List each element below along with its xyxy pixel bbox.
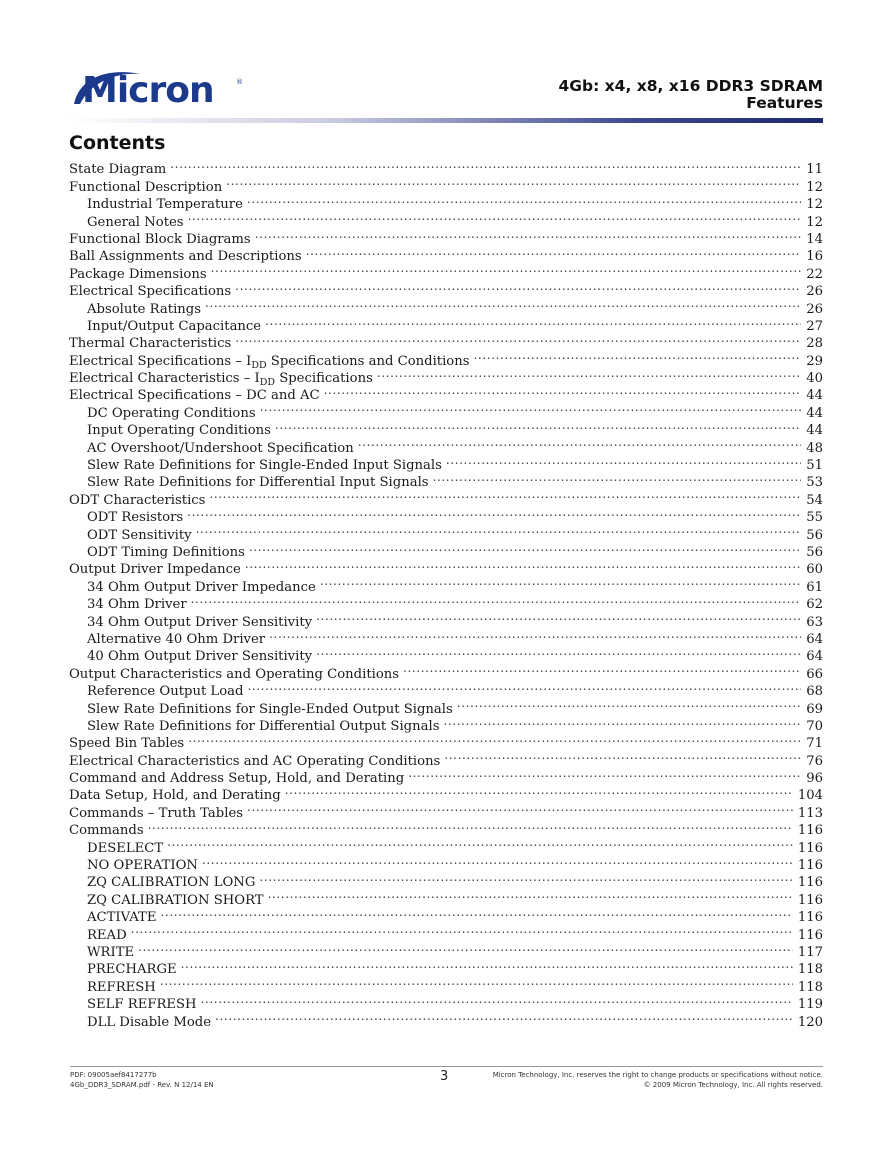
toc-entry-page: 62 bbox=[806, 597, 823, 613]
toc-dot-leader bbox=[324, 382, 802, 399]
toc-entry[interactable] bbox=[69, 834, 823, 856]
toc-entry-label: 40 Ohm Output Driver Sensitivity bbox=[87, 649, 313, 665]
toc-dot-leader bbox=[235, 330, 801, 347]
toc-dot-leader bbox=[245, 556, 801, 573]
toc-dot-leader bbox=[191, 591, 802, 608]
toc-entry-label: 34 Ohm Driver bbox=[87, 597, 187, 613]
toc-entry-page: 66 bbox=[806, 666, 823, 682]
toc-entry-page: 116 bbox=[797, 927, 823, 943]
footer-rule bbox=[70, 1066, 823, 1067]
toc-entry[interactable] bbox=[69, 156, 823, 178]
toc-entry-page: 116 bbox=[797, 910, 823, 926]
svg-text:Micron: Micron bbox=[82, 70, 214, 110]
toc-entry-label: Output Characteristics and Operating Conditions bbox=[69, 666, 400, 682]
toc-dot-leader bbox=[226, 173, 801, 190]
toc-entry-page: 71 bbox=[806, 736, 823, 752]
toc-dot-leader bbox=[474, 347, 802, 364]
header-rule bbox=[70, 118, 823, 123]
toc-entry-page: 29 bbox=[806, 353, 823, 369]
toc-dot-leader bbox=[259, 869, 792, 886]
toc-entry-label: Functional Description bbox=[69, 179, 223, 195]
toc-entry-page: 16 bbox=[806, 249, 823, 265]
toc-entry-label: Command and Address Setup, Hold, and Derating bbox=[69, 771, 405, 787]
toc-entry-label: Absolute Ratings bbox=[87, 301, 201, 317]
toc-entry-page: 12 bbox=[806, 214, 823, 230]
toc-entry-label: Speed Bin Tables bbox=[69, 736, 185, 752]
toc-entry-page: 116 bbox=[797, 892, 823, 908]
toc-dot-leader bbox=[138, 939, 793, 956]
toc-entry-label: Commands bbox=[69, 823, 144, 839]
toc-dot-leader bbox=[408, 765, 801, 782]
toc-entry-label: Input Operating Conditions bbox=[87, 423, 271, 439]
toc-dot-leader bbox=[265, 313, 801, 330]
toc-entry-label: AC Overshoot/Undershoot Specification bbox=[87, 440, 354, 456]
toc-entry-page: 22 bbox=[806, 266, 823, 282]
toc-entry-page: 118 bbox=[797, 979, 823, 995]
toc-dot-leader bbox=[316, 643, 801, 660]
toc-entry-page: 51 bbox=[806, 458, 823, 474]
toc-entry-label: Data Setup, Hold, and Derating bbox=[69, 788, 281, 804]
toc-dot-leader bbox=[148, 817, 793, 834]
toc-entry[interactable] bbox=[69, 904, 823, 926]
toc-entry-label: Package Dimensions bbox=[69, 266, 207, 282]
toc-entry-label: READ bbox=[87, 927, 127, 943]
toc-entry-label: ACTIVATE bbox=[87, 910, 157, 926]
toc-entry-label: DLL Disable Mode bbox=[87, 1014, 212, 1030]
toc-entry-page: 119 bbox=[797, 997, 823, 1013]
footer-right bbox=[493, 1071, 823, 1090]
toc-entry-page: 116 bbox=[797, 840, 823, 856]
toc-entry-label: Electrical Specifications bbox=[69, 284, 232, 300]
toc-entry-page: 76 bbox=[806, 753, 823, 769]
toc-dot-leader bbox=[188, 208, 802, 225]
toc-dot-leader bbox=[188, 730, 801, 747]
toc-entry-label: Alternative 40 Ohm Driver bbox=[87, 631, 266, 647]
doc-section: Features bbox=[746, 94, 823, 112]
toc-dot-leader bbox=[181, 956, 793, 973]
toc-entry-page: 56 bbox=[806, 544, 823, 560]
toc-dot-leader bbox=[170, 156, 801, 173]
toc-dot-leader bbox=[196, 521, 802, 538]
toc-entry-page: 11 bbox=[806, 162, 823, 178]
toc-entry[interactable] bbox=[69, 939, 823, 960]
toc-entry-page: 14 bbox=[806, 231, 823, 247]
table-of-contents bbox=[69, 156, 823, 1030]
toc-dot-leader bbox=[247, 191, 801, 208]
toc-entry[interactable] bbox=[69, 852, 823, 874]
toc-entry-label: ZQ CALIBRATION LONG bbox=[87, 875, 256, 891]
toc-entry-label: Industrial Temperature bbox=[87, 197, 243, 213]
toc-dot-leader bbox=[268, 886, 793, 903]
toc-entry-page: 64 bbox=[806, 631, 823, 647]
toc-entry-page: 63 bbox=[806, 614, 823, 630]
toc-entry-page: 44 bbox=[806, 388, 823, 404]
toc-entry-label: Slew Rate Definitions for Single-Ended Output Signals bbox=[87, 701, 453, 717]
svg-text:®: ® bbox=[236, 78, 243, 86]
toc-entry-label: Reference Output Load bbox=[87, 684, 244, 700]
toc-dot-leader bbox=[358, 434, 801, 451]
toc-entry-page: 28 bbox=[806, 336, 823, 352]
toc-entry-page: 56 bbox=[806, 527, 823, 543]
toc-entry-label: Input/Output Capacitance bbox=[87, 318, 262, 334]
toc-entry-page: 64 bbox=[806, 649, 823, 665]
toc-entry-page: 27 bbox=[806, 318, 823, 334]
toc-entry-page: 113 bbox=[797, 805, 823, 821]
micron-logo bbox=[70, 66, 245, 110]
toc-dot-leader bbox=[131, 921, 793, 938]
toc-dot-leader bbox=[187, 504, 801, 521]
copyright: © 2009 Micron Technology, Inc. All rights reserved. bbox=[643, 1080, 823, 1089]
toc-entry-page: 118 bbox=[797, 962, 823, 978]
toc-entry-page: 120 bbox=[797, 1014, 823, 1030]
toc-entry-label: 34 Ohm Output Driver Sensitivity bbox=[87, 614, 313, 630]
toc-dot-leader bbox=[167, 834, 793, 851]
toc-dot-leader bbox=[249, 539, 801, 556]
toc-dot-leader bbox=[160, 904, 792, 921]
toc-dot-leader bbox=[247, 799, 793, 816]
rights-notice: Micron Technology, Inc. reserves the right to change products or specifications without notice. bbox=[492, 1071, 823, 1079]
toc-entry-page: 116 bbox=[797, 858, 823, 874]
toc-entry-label: Electrical Characteristics and AC Operating Conditions bbox=[69, 753, 441, 769]
toc-entry-label: REFRESH bbox=[87, 979, 156, 995]
toc-entry-page: 12 bbox=[806, 179, 823, 195]
toc-entry-label: Electrical Specifications – $I_{DD}$ Specifications and Conditions bbox=[69, 353, 470, 371]
toc-entry-page: 55 bbox=[806, 510, 823, 526]
toc-entry-label: ODT Characteristics bbox=[69, 492, 206, 508]
toc-dot-leader bbox=[255, 226, 802, 243]
file-revision: 4Gb_DDR3_SDRAM.pdf - Rev. N 12/14 EN bbox=[70, 1080, 214, 1089]
toc-entry-label: Electrical Specifications – DC and AC bbox=[69, 388, 320, 404]
page-number: 3 bbox=[440, 1069, 449, 1084]
footer-left bbox=[70, 1071, 214, 1090]
toc-entry-page: 44 bbox=[806, 405, 823, 421]
toc-dot-leader bbox=[201, 991, 793, 1008]
toc-entry-label: ODT Sensitivity bbox=[87, 527, 192, 543]
toc-entry-page: 12 bbox=[806, 197, 823, 213]
toc-entry-page: 44 bbox=[806, 423, 823, 439]
toc-entry-page: 26 bbox=[806, 284, 823, 300]
toc-entry-label: SELF REFRESH bbox=[87, 997, 197, 1013]
toc-entry-label: ZQ CALIBRATION SHORT bbox=[87, 892, 264, 908]
toc-dot-leader bbox=[260, 399, 802, 416]
toc-entry-label: PRECHARGE bbox=[87, 962, 177, 978]
toc-dot-leader bbox=[247, 678, 801, 695]
toc-entry-page: 96 bbox=[806, 771, 823, 787]
toc-dot-leader bbox=[202, 852, 793, 869]
toc-entry-label: Slew Rate Definitions for Single-Ended Input Signals bbox=[87, 458, 442, 474]
toc-entry[interactable] bbox=[69, 817, 823, 839]
toc-dot-leader bbox=[320, 573, 801, 590]
toc-dot-leader bbox=[306, 243, 802, 260]
toc-entry-label: 34 Ohm Output Driver Impedance bbox=[87, 579, 316, 595]
toc-entry-page: 26 bbox=[806, 301, 823, 317]
toc-entry-label: Electrical Characteristics – $I_{DD}$ Specifications bbox=[69, 371, 373, 389]
toc-dot-leader bbox=[446, 452, 801, 469]
toc-entry-label: NO OPERATION bbox=[87, 858, 198, 874]
toc-dot-leader bbox=[211, 260, 802, 277]
toc-dot-leader bbox=[209, 486, 801, 503]
toc-entry-label: Thermal Characteristics bbox=[69, 336, 232, 352]
toc-entry-page: 48 bbox=[806, 440, 823, 456]
toc-entry-page: 68 bbox=[806, 684, 823, 700]
toc-entry-label: WRITE bbox=[87, 944, 135, 960]
toc-entry-label: Slew Rate Definitions for Differential Output Signals bbox=[87, 718, 440, 734]
doc-title: 4Gb: x4, x8, x16 DDR3 SDRAM bbox=[558, 77, 823, 95]
toc-entry-page: 60 bbox=[806, 562, 823, 578]
toc-entry-label: DC Operating Conditions bbox=[87, 405, 256, 421]
toc-entry-page: 116 bbox=[797, 823, 823, 839]
toc-entry-label: DESELECT bbox=[87, 840, 164, 856]
toc-entry-label: ODT Resistors bbox=[87, 510, 184, 526]
toc-entry-page: 61 bbox=[806, 579, 823, 595]
toc-entry-label: General Notes bbox=[87, 214, 184, 230]
toc-entry-page: 117 bbox=[797, 944, 823, 960]
toc-dot-leader bbox=[316, 608, 801, 625]
toc-dot-leader bbox=[275, 417, 801, 434]
toc-entry[interactable] bbox=[69, 956, 823, 978]
toc-entry-page: 54 bbox=[806, 492, 823, 508]
toc-entry-page: 69 bbox=[806, 701, 823, 717]
toc-entry-label: Commands – Truth Tables bbox=[69, 805, 244, 821]
toc-entry-label: Output Driver Impedance bbox=[69, 562, 241, 578]
toc-dot-leader bbox=[403, 660, 801, 677]
contents-heading: Contents bbox=[69, 132, 166, 154]
toc-entry-page: 53 bbox=[806, 475, 823, 491]
toc-entry-page: 70 bbox=[806, 718, 823, 734]
toc-entry-label: Functional Block Diagrams bbox=[69, 231, 251, 247]
toc-dot-leader bbox=[444, 747, 801, 764]
toc-entry-label: Slew Rate Definitions for Differential Input Signals bbox=[87, 475, 429, 491]
toc-dot-leader bbox=[205, 295, 801, 312]
toc-dot-leader bbox=[443, 713, 801, 730]
toc-entry[interactable] bbox=[69, 991, 823, 1013]
toc-dot-leader bbox=[433, 469, 802, 486]
toc-entry-page: 40 bbox=[806, 371, 823, 387]
toc-entry-label: ODT Timing Definitions bbox=[87, 544, 245, 560]
toc-entry-label: Ball Assignments and Descriptions bbox=[69, 249, 302, 265]
toc-entry[interactable] bbox=[69, 173, 823, 195]
toc-dot-leader bbox=[235, 278, 801, 295]
pdf-id: PDF: 09005aef8417277b bbox=[70, 1071, 157, 1079]
toc-entry-label: State Diagram bbox=[69, 162, 167, 178]
toc-dot-leader bbox=[215, 1008, 793, 1025]
toc-entry-page: 104 bbox=[797, 788, 823, 804]
toc-dot-leader bbox=[377, 365, 801, 382]
toc-dot-leader bbox=[457, 695, 801, 712]
toc-dot-leader bbox=[269, 626, 801, 643]
toc-dot-leader bbox=[160, 973, 793, 990]
toc-entry-page: 116 bbox=[797, 875, 823, 891]
toc-entry[interactable] bbox=[69, 973, 823, 995]
document-header bbox=[558, 78, 823, 112]
toc-dot-leader bbox=[285, 782, 793, 799]
toc-entry[interactable] bbox=[69, 921, 823, 943]
